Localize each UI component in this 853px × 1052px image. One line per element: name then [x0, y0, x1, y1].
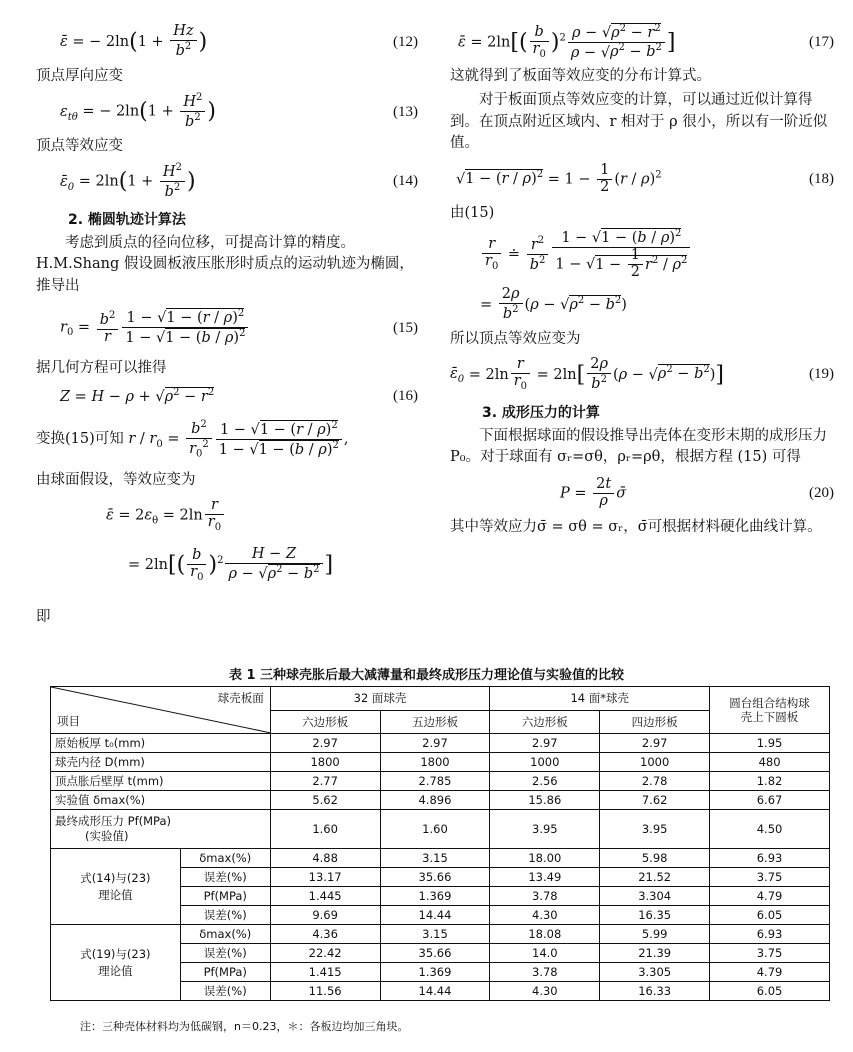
table-cell: 4.79 [710, 963, 830, 982]
row-label: 球壳内径 D(mm) [51, 753, 271, 772]
paragraph: 据几何方程可以推得 [36, 359, 167, 376]
equation-number: (13) [393, 103, 418, 120]
row-label: 实验值 δmax(%) [51, 791, 271, 810]
table-cell: 18.00 [490, 849, 600, 868]
table-cell: 2.77 [270, 772, 380, 791]
table-cell: 21.52 [600, 868, 710, 887]
table-cell: 1800 [270, 753, 380, 772]
row-label [51, 810, 271, 849]
sub-label: Pf(MPa) [180, 963, 270, 982]
table-cell: 2.56 [490, 772, 600, 791]
equation-17: ε̄ = 2ln[( $\frac{b}{r_0}$ )$^2$ $\frac{\rho - √\rho^2 - r^2}{\rho - √\rho^2 - b^2}$ ] (17) [458, 22, 834, 61]
group-label-line: 理论值 [98, 963, 133, 978]
equation-number: (19) [809, 366, 834, 383]
table-note: 注：三种壳体材料均为低碳钢，n＝0.23，＊：各板边均加三角块。 [80, 1020, 409, 1033]
paragraph: 其中等效应力σ̄ = σθ = σᵣ，σ̄可根据材料硬化曲线计算。 [450, 519, 822, 535]
row-label-line: (实验值) [85, 829, 129, 843]
equation-strain-a: ε̄ = $2\varepsilon_\theta = 2\ln$ $\frac{r}{r_0}$ [36, 493, 418, 537]
table-cell: 2.97 [270, 734, 380, 753]
paragraph: 变换(15)可知 [36, 431, 124, 448]
table-cell: 4.88 [270, 849, 380, 868]
row-label: 原始板厚 t₀(mm) [51, 734, 271, 753]
column-header: 五边形板 [380, 710, 490, 734]
table-cell: 35.66 [380, 944, 490, 963]
equation-approx-b: = $\frac{2\rho}{b^2}$ $(\rho - √\rho^2 - b^2)$ [480, 285, 627, 322]
equation-transform: 变换(15)可知 r / $r_0$ = $\frac{b^2}{r_0^2}$ $\frac{1 - √1 - (r / \rho)^2}{1 - √1 - (b / \rho)^2}$ , [36, 419, 349, 460]
table-cell: 2.97 [600, 734, 710, 753]
sub-label: 误差(%) [180, 868, 270, 887]
paragraph: 顶点厚向应变 [36, 68, 123, 84]
equation-number: (14) [393, 173, 418, 190]
column-header: 四边形板 [600, 710, 710, 734]
table-cell: 3.95 [600, 810, 710, 849]
paragraph: 顶点等效应变 [36, 137, 123, 154]
table-cell: 4.896 [380, 791, 490, 810]
table-cell: 2.785 [380, 772, 490, 791]
table-row [51, 925, 830, 944]
section-heading: 2. 椭圆轨迹计算法 [68, 211, 186, 228]
sub-label: Pf(MPa) [180, 887, 270, 906]
equation-number: (15) [393, 319, 418, 336]
equation-number: (20) [809, 484, 834, 501]
group-label [51, 925, 181, 1001]
table-cell: 1.82 [710, 772, 830, 791]
equation-14: $\varepsilon̄_0 = 2\ln(1$ + $\frac{H^2}{b^2}$ ) (14) [60, 162, 418, 200]
row-label-line: 最终成形压力 Pf(MPa) [55, 814, 171, 829]
table-cell: 13.17 [270, 868, 380, 887]
group-label [51, 849, 181, 925]
table-cell: 4.79 [710, 887, 830, 906]
table-cell: 4.30 [490, 906, 600, 925]
table-cell: 7.62 [600, 791, 710, 810]
left-column [36, 20, 418, 631]
table-row [51, 734, 830, 753]
table-cell: 3.75 [710, 944, 830, 963]
paragraph: 由球面假设，等效应变为 [36, 471, 196, 488]
table-row [51, 791, 830, 810]
table-cell: 5.62 [270, 791, 380, 810]
table-cell: 2.97 [490, 734, 600, 753]
group-label-line: 式(14)与(23) [80, 871, 151, 886]
header-label: 球壳板面 [217, 691, 264, 705]
table-cell: 6.05 [710, 982, 830, 1001]
row-label: 顶点胀后壁厚 t(mm) [51, 772, 271, 791]
table-cell: 3.78 [490, 887, 600, 906]
table-row [51, 753, 830, 772]
table-row [51, 810, 830, 849]
equation-number: (18) [809, 170, 834, 187]
equation-12: ε̄ = − 2ln(1 + $\frac{Hz}{b^2}$ ) (12) [60, 23, 418, 59]
table-cell: 1.95 [710, 734, 830, 753]
table-cell: 2.78 [600, 772, 710, 791]
table-cell: 1.60 [270, 810, 380, 849]
table-cell: 14.44 [380, 906, 490, 925]
equation-18: √1 − (r / ρ)$^2$ = 1 − $\frac{1}{2}$ (r / ρ)$^2$ (18) [456, 161, 834, 195]
table-cell: 480 [710, 753, 830, 772]
table-cell: 4.30 [490, 982, 600, 1001]
table-cell: 2.97 [380, 734, 490, 753]
equation-number: (17) [809, 33, 834, 50]
equation-approx-a: $\frac{r}{r_0}$ ≐ $\frac{r^2}{b^2}$ 1 − √1 − (b / ρ)$^2$ 1 − √1 − $\frac{1}{2}$ $r^2 / \rho^2$ [450, 227, 834, 283]
paragraph: 考虑到质点的径向位移，可提高计算的精度。H.M.Shang 假设圆板液压胀形时质点的运动轨迹为椭圆，推导出 [36, 234, 414, 294]
table-cell: 3.95 [490, 810, 600, 849]
paragraph: 由(15) [450, 205, 495, 221]
table-cell: 1000 [490, 753, 600, 772]
equation-strain-b: = 2ln[( $\frac{b}{r_0}$ )$^2$ $\frac{H - Z}{\rho - √\rho^2 - b^2}$ ] [128, 546, 334, 583]
table-cell: 35.66 [380, 868, 490, 887]
table-cell: 18.08 [490, 925, 600, 944]
column-header: 六边形板 [270, 710, 380, 734]
group-header: 32 面球壳 [270, 687, 490, 711]
sub-label: δmax(%) [180, 925, 270, 944]
table-cell: 4.36 [270, 925, 380, 944]
equation-number: (16) [393, 388, 418, 405]
table-cell: 1.445 [270, 887, 380, 906]
table-cell: 9.69 [270, 906, 380, 925]
equation-16: $Z = H - \rho + √\rho^2 - r^2$ (16) [36, 382, 418, 412]
table-cell: 3.304 [600, 887, 710, 906]
group-label-line: 式(19)与(23) [80, 947, 151, 962]
table-cell: 3.78 [490, 963, 600, 982]
equation-15: $r_0$ = $\frac{b^2}{r}$ $\frac{1 - √1 - (r / \rho)^2}{1 - √1 - (b / \rho)^2}$ (15) [60, 308, 418, 347]
table-cell: 3.305 [600, 963, 710, 982]
table-cell: 1.60 [380, 810, 490, 849]
table-cell: 15.86 [490, 791, 600, 810]
equation-20: P = $\frac{2t}{\rho}$ σ̄ (20) [560, 475, 834, 509]
table-cell: 5.98 [600, 849, 710, 868]
table-cell: 14.0 [490, 944, 600, 963]
table-cell: 1.369 [380, 963, 490, 982]
table-cell: 3.15 [380, 925, 490, 944]
table-cell: 21.39 [600, 944, 710, 963]
group-label-line: 理论值 [98, 887, 133, 902]
table-cell: 1.415 [270, 963, 380, 982]
equation-19: $\varepsilon̄_0 = 2\ln$ $\frac{r}{r_0}$ = 2ln[ $\frac{2\rho}{b^2}$ $(\rho - √\rho^2 - b^2)$] (19) [450, 355, 834, 392]
table-corner-header [51, 687, 271, 734]
table-cell: 6.05 [710, 906, 830, 925]
group-header: 圆台组合结构球壳上下圆板 [710, 687, 830, 734]
paragraph: 这就得到了板面等效应变的分布计算式。 [450, 68, 711, 84]
table-cell: 1800 [380, 753, 490, 772]
sub-label: δmax(%) [180, 849, 270, 868]
sub-label: 误差(%) [180, 982, 270, 1001]
table-cell: 6.93 [710, 849, 830, 868]
group-header: 14 面*球壳 [490, 687, 710, 711]
equation-13: $\varepsilon_{t\theta}$ = − 2ln(1 + $\frac{H^2}{b^2}$ ) (13) [60, 92, 418, 131]
table-cell: 3.75 [710, 868, 830, 887]
table-cell: 5.99 [600, 925, 710, 944]
header-label: 项目 [57, 714, 80, 728]
table-cell: 1.369 [380, 887, 490, 906]
table-cell: 6.93 [710, 925, 830, 944]
table-row [51, 849, 830, 868]
comparison-table [50, 686, 830, 1001]
table-cell: 1000 [600, 753, 710, 772]
table-cell: 22.42 [270, 944, 380, 963]
paragraph: 所以顶点等效应变为 [450, 330, 581, 347]
table-row [51, 772, 830, 791]
section-heading: 3. 成形压力的计算 [482, 404, 600, 421]
sub-label: 误差(%) [180, 944, 270, 963]
table-cell: 14.44 [380, 982, 490, 1001]
column-header: 六边形板 [490, 710, 600, 734]
table-cell: 4.50 [710, 810, 830, 849]
paragraph: 对于板面顶点等效应变的计算，可以通过近似计算得到。在顶点附近区域内、r 相对于 ρ 很小，所以有一阶近似值。 [450, 91, 828, 152]
sub-label: 误差(%) [180, 906, 270, 925]
right-column [450, 20, 834, 541]
equation-number: (12) [393, 33, 418, 50]
table-cell: 16.33 [600, 982, 710, 1001]
table-cell: 6.67 [710, 791, 830, 810]
table-caption: 表 1 三种球壳胀后最大减薄量和最终成形压力理论值与实验值的比较 [228, 668, 625, 683]
table-cell: 16.35 [600, 906, 710, 925]
paragraph: 下面根据球面的假设推导出壳体在变形末期的成形压力 P₀。对于球面有 σᵣ=σθ，ρᵣ=ρθ，根据方程 (15) 可得 [450, 427, 827, 466]
table-cell: 11.56 [270, 982, 380, 1001]
table-cell: 13.49 [490, 868, 600, 887]
paragraph: 即 [36, 609, 51, 626]
table-cell: 3.15 [380, 849, 490, 868]
